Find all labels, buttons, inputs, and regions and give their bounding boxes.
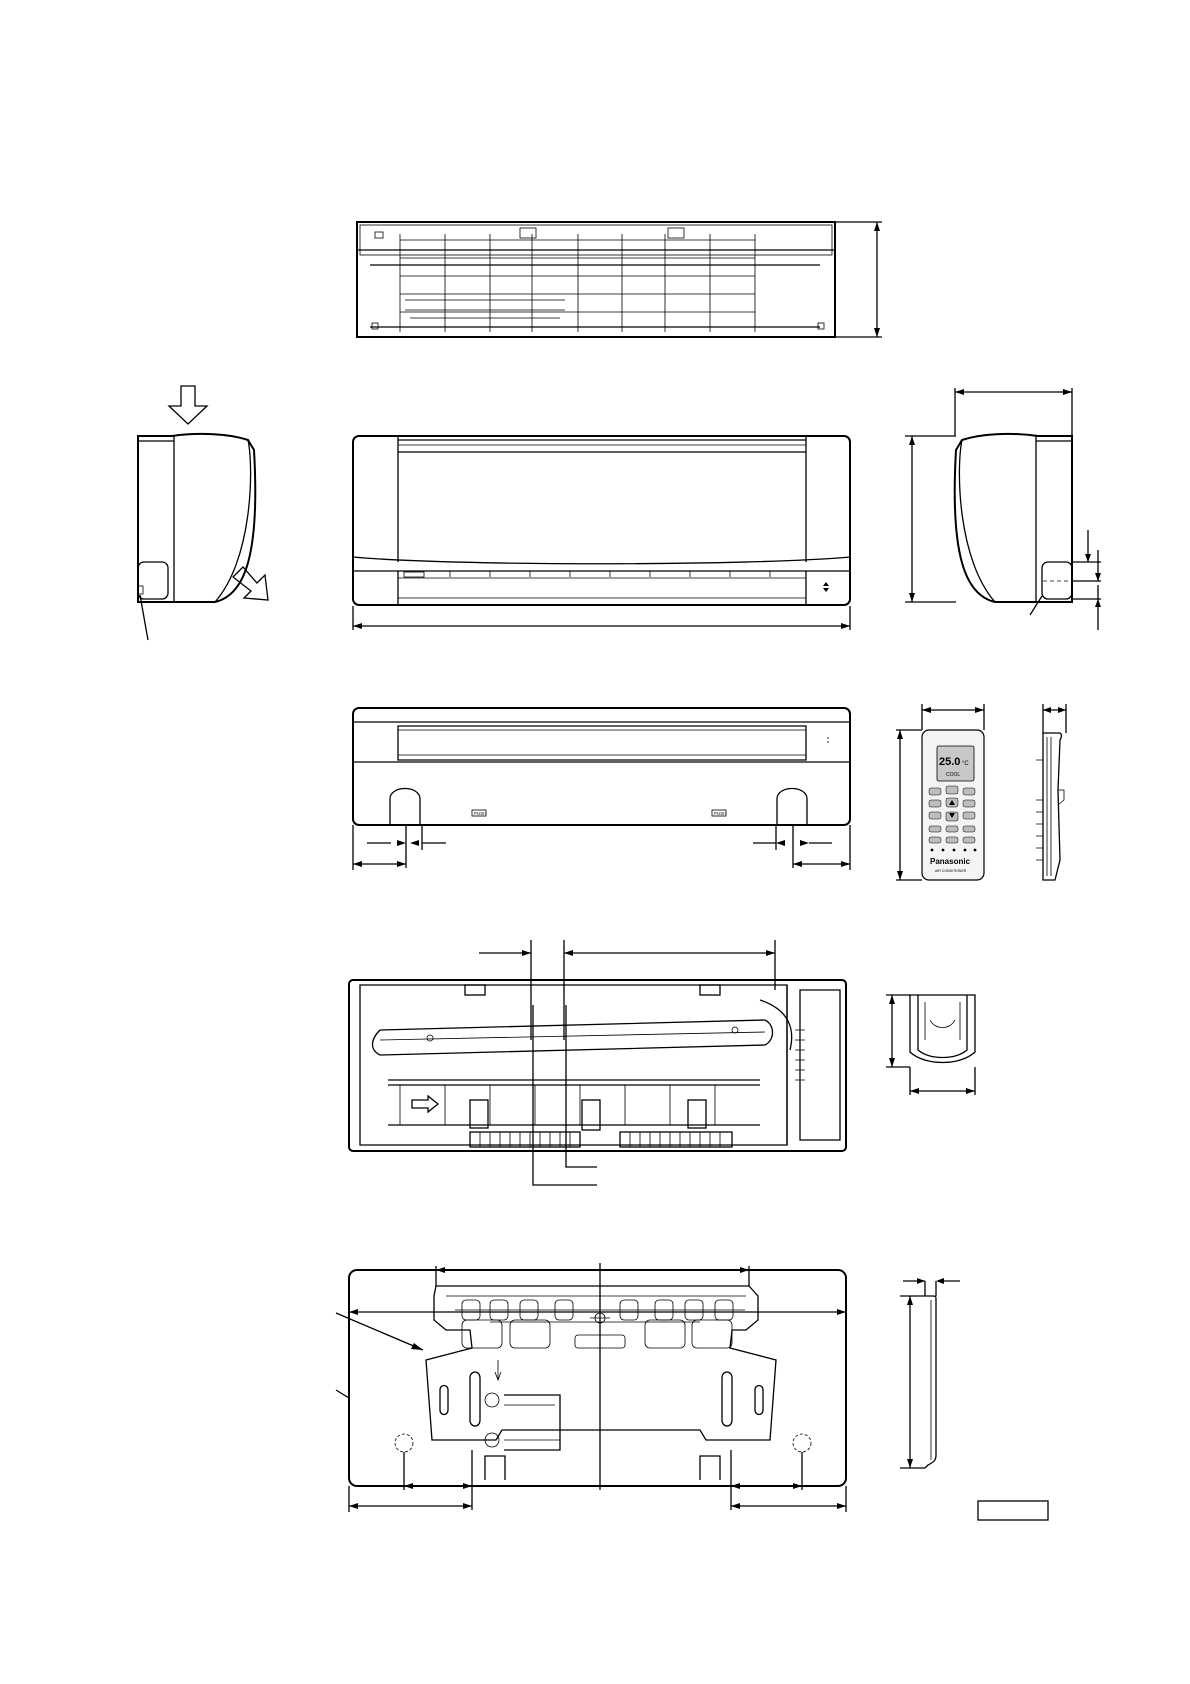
remote-display-unit: °C	[962, 761, 969, 767]
remote-control-side	[1036, 704, 1066, 880]
internal-view	[349, 940, 846, 1185]
remote-control-icon	[896, 704, 984, 880]
remote-brand: Panasonic	[930, 857, 971, 866]
installation-plate-icon	[336, 1263, 846, 1512]
push-label-left: PUSH	[474, 811, 487, 816]
remote-mode-text: COOL	[946, 772, 961, 778]
remote-holder-icon	[886, 995, 975, 1095]
front-view	[353, 436, 850, 630]
bottom-view	[353, 708, 850, 870]
top-view	[357, 222, 882, 337]
remote-display-temp: 25.0	[939, 756, 961, 768]
remote-model-text: AIR CONDITIONER	[935, 869, 967, 873]
label-box	[978, 1501, 1048, 1520]
push-label-right: PUSH	[714, 811, 727, 816]
installation-plate-side	[900, 1278, 960, 1468]
left-side-view	[138, 434, 255, 640]
airflow-in-arrow-icon	[169, 386, 207, 424]
right-side-view	[905, 388, 1101, 630]
